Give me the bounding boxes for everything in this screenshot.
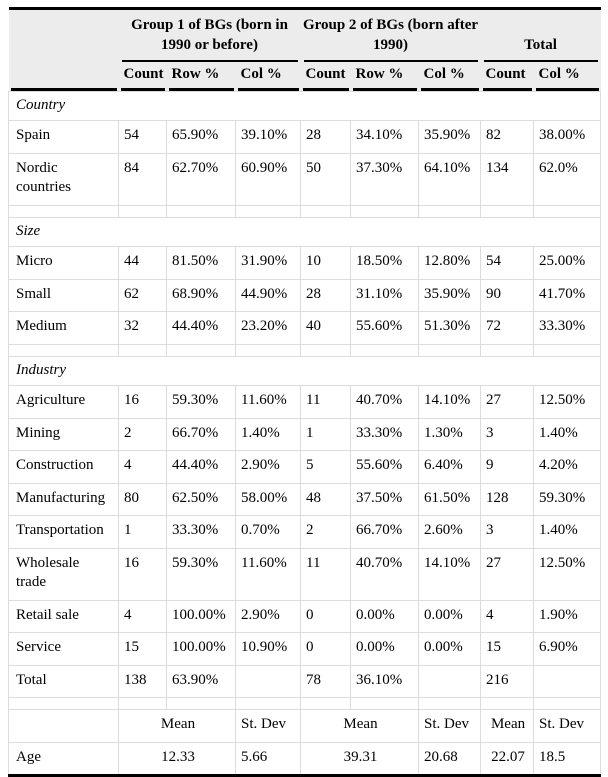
table-cell: 14.10% [419, 386, 481, 419]
table-cell: 1.30% [419, 418, 481, 451]
table-cell: 2.90% [236, 600, 301, 633]
row-label: Wholesale trade [9, 548, 119, 600]
table-cell: 27 [481, 548, 534, 600]
table-cell: 12.50% [534, 386, 601, 419]
col-header-colpct-total: Col % [534, 62, 601, 92]
col-header-count-total: Count [481, 62, 534, 92]
table-cell: 44.40% [167, 312, 236, 345]
row-label: Manufacturing [9, 483, 119, 516]
row-label: Medium [9, 312, 119, 345]
col-header-colpct-g1: Col % [236, 62, 301, 92]
stats-header-mean-g1: Mean [119, 710, 236, 743]
table-cell: 40 [301, 312, 351, 345]
stats-corner-cell [9, 710, 119, 743]
table-cell: 15 [119, 633, 167, 666]
table-row-mining [9, 418, 601, 451]
table-cell: 62.0% [534, 153, 601, 205]
col-header-count-g2: Count [301, 62, 351, 92]
row-label: Agriculture [9, 386, 119, 419]
table-cell: 28 [301, 121, 351, 154]
age-stdev-g1: 5.66 [236, 742, 301, 776]
row-label: Nordic countries [9, 153, 119, 205]
col-header-rowpct-g2: Row % [351, 62, 419, 92]
table-cell: 81.50% [167, 247, 236, 280]
table-cell: 61.50% [419, 483, 481, 516]
table-cell: 44.40% [167, 451, 236, 484]
table-cell: 216 [481, 665, 534, 698]
group1-header-label: Group 1 of BGs (born in 1990 or before) [131, 17, 288, 53]
table-cell: 2.60% [419, 516, 481, 549]
table-cell: 4.20% [534, 451, 601, 484]
section-row-industry [9, 356, 601, 386]
table-cell: 12.80% [419, 247, 481, 280]
table-cell [419, 665, 481, 698]
table-cell: 84 [119, 153, 167, 205]
table-cell: 59.30% [534, 483, 601, 516]
group-header-row [9, 9, 601, 62]
age-stdev-g2: 20.68 [419, 742, 481, 776]
table-cell: 35.90% [419, 121, 481, 154]
table-cell: 12.50% [534, 548, 601, 600]
table-row-retail-sale [9, 600, 601, 633]
table-cell: 80 [119, 483, 167, 516]
table-cell: 3 [481, 516, 534, 549]
table-cell: 90 [481, 279, 534, 312]
table-cell: 5 [301, 451, 351, 484]
age-mean-g2: 39.31 [301, 742, 419, 776]
table-cell [236, 665, 301, 698]
table-cell: 72 [481, 312, 534, 345]
table-cell: 1.40% [236, 418, 301, 451]
table-cell: 28 [301, 279, 351, 312]
age-row [9, 742, 601, 776]
total-header [481, 9, 601, 62]
table-cell: 128 [481, 483, 534, 516]
row-label: Mining [9, 418, 119, 451]
table-cell: 37.30% [351, 153, 419, 205]
table-cell: 6.40% [419, 451, 481, 484]
stats-header-mean-g2: Mean [301, 710, 419, 743]
table-cell: 0.00% [419, 600, 481, 633]
table-cell: 0 [301, 600, 351, 633]
table-cell: 59.30% [167, 548, 236, 600]
section-row-size [9, 217, 601, 247]
table-cell: 59.30% [167, 386, 236, 419]
table-cell: 44 [119, 247, 167, 280]
table-cell: 0.00% [351, 600, 419, 633]
table-cell: 27 [481, 386, 534, 419]
table-cell: 1.90% [534, 600, 601, 633]
section-label: Size [9, 217, 601, 247]
sub-header-row [9, 62, 601, 92]
stats-header-stdev-total: St. Dev [534, 710, 601, 743]
table-cell: 2 [301, 516, 351, 549]
table-row-spain [9, 121, 601, 154]
table-cell: 23.20% [236, 312, 301, 345]
table-cell: 0.00% [419, 633, 481, 666]
section-label: Industry [9, 356, 601, 386]
table-row-small [9, 279, 601, 312]
table-cell: 138 [119, 665, 167, 698]
table-cell: 31.10% [351, 279, 419, 312]
table-cell: 0.00% [351, 633, 419, 666]
table-cell: 78 [301, 665, 351, 698]
table-cell: 1 [119, 516, 167, 549]
table-cell: 50 [301, 153, 351, 205]
table-cell: 40.70% [351, 548, 419, 600]
table-cell: 66.70% [351, 516, 419, 549]
table-cell: 16 [119, 548, 167, 600]
table-cell: 62 [119, 279, 167, 312]
row-label: Retail sale [9, 600, 119, 633]
table-cell: 11.60% [236, 386, 301, 419]
row-label: Service [9, 633, 119, 666]
table-cell: 36.10% [351, 665, 419, 698]
table-cell: 63.90% [167, 665, 236, 698]
table-cell: 31.90% [236, 247, 301, 280]
table-cell: 33.30% [167, 516, 236, 549]
total-header-label: Total [524, 36, 557, 53]
table-cell: 39.10% [236, 121, 301, 154]
table-cell: 35.90% [419, 279, 481, 312]
row-label: Age [9, 742, 119, 776]
table-cell: 2.90% [236, 451, 301, 484]
descriptive-statistics-table [8, 7, 601, 777]
table-cell: 0 [301, 633, 351, 666]
table-cell: 54 [119, 121, 167, 154]
table-cell: 4 [119, 451, 167, 484]
table-cell: 82 [481, 121, 534, 154]
group1-header [119, 9, 301, 62]
table-cell: 4 [481, 600, 534, 633]
table-cell: 1.40% [534, 418, 601, 451]
spacer-row [9, 698, 601, 710]
stats-header-stdev-g2: St. Dev [419, 710, 481, 743]
row-label: Spain [9, 121, 119, 154]
stats-header-row [9, 710, 601, 743]
stats-header-stdev-g1: St. Dev [236, 710, 301, 743]
table-cell: 9 [481, 451, 534, 484]
table-cell: 64.10% [419, 153, 481, 205]
table-cell: 1.40% [534, 516, 601, 549]
table-cell: 62.50% [167, 483, 236, 516]
table-cell: 33.30% [351, 418, 419, 451]
table-cell: 33.30% [534, 312, 601, 345]
table-cell: 60.90% [236, 153, 301, 205]
table-cell: 11 [301, 386, 351, 419]
col-header-colpct-g2: Col % [419, 62, 481, 92]
table-cell: 4 [119, 600, 167, 633]
table-cell: 55.60% [351, 451, 419, 484]
table-cell [534, 665, 601, 698]
table-row-total [9, 665, 601, 698]
table-row-medium [9, 312, 601, 345]
table-row-construction [9, 451, 601, 484]
section-label: Country [9, 91, 601, 121]
table-cell: 25.00% [534, 247, 601, 280]
group2-header-label: Group 2 of BGs (born after 1990) [302, 17, 479, 53]
spacer-row [9, 205, 601, 217]
table-body [9, 91, 601, 776]
table-cell: 100.00% [167, 600, 236, 633]
table-cell: 37.50% [351, 483, 419, 516]
table-row-agriculture [9, 386, 601, 419]
corner-cell [9, 9, 119, 62]
age-mean-g1: 12.33 [119, 742, 236, 776]
table-cell: 41.70% [534, 279, 601, 312]
table-cell: 2 [119, 418, 167, 451]
table-cell: 10 [301, 247, 351, 280]
row-label: Small [9, 279, 119, 312]
table-header [9, 9, 601, 92]
age-mean-total: 22.07 [481, 742, 534, 776]
table-cell: 10.90% [236, 633, 301, 666]
table-cell: 40.70% [351, 386, 419, 419]
stats-header-mean-total: Mean [481, 710, 534, 743]
table-row-micro [9, 247, 601, 280]
table-cell: 32 [119, 312, 167, 345]
spacer-row [9, 344, 601, 356]
row-label: Total [9, 665, 119, 698]
table-cell: 62.70% [167, 153, 236, 205]
group2-header [301, 9, 481, 62]
col-header-count-g1: Count [119, 62, 167, 92]
table-row-transportation [9, 516, 601, 549]
table-cell: 66.70% [167, 418, 236, 451]
table-cell: 55.60% [351, 312, 419, 345]
table-cell: 14.10% [419, 548, 481, 600]
table-cell: 58.00% [236, 483, 301, 516]
table-row-service [9, 633, 601, 666]
table-cell: 134 [481, 153, 534, 205]
sub-corner-cell [9, 62, 119, 92]
col-header-rowpct-g1: Row % [167, 62, 236, 92]
section-row-country [9, 91, 601, 121]
table-cell: 48 [301, 483, 351, 516]
row-label: Micro [9, 247, 119, 280]
age-stdev-total: 18.5 [534, 742, 601, 776]
table-cell: 15 [481, 633, 534, 666]
table-row-wholesale-trade [9, 548, 601, 600]
table-cell: 3 [481, 418, 534, 451]
row-label: Construction [9, 451, 119, 484]
table-cell: 51.30% [419, 312, 481, 345]
table-cell: 44.90% [236, 279, 301, 312]
row-label: Transportation [9, 516, 119, 549]
table-cell: 11.60% [236, 548, 301, 600]
table-cell: 16 [119, 386, 167, 419]
table-cell: 1 [301, 418, 351, 451]
table-cell: 11 [301, 548, 351, 600]
table-cell: 0.70% [236, 516, 301, 549]
table-row-nordic-countries [9, 153, 601, 205]
table-cell: 65.90% [167, 121, 236, 154]
table-cell: 18.50% [351, 247, 419, 280]
table-cell: 6.90% [534, 633, 601, 666]
table-row-manufacturing [9, 483, 601, 516]
table-cell: 68.90% [167, 279, 236, 312]
table-cell: 100.00% [167, 633, 236, 666]
table-cell: 34.10% [351, 121, 419, 154]
table-cell: 38.00% [534, 121, 601, 154]
table-cell: 54 [481, 247, 534, 280]
